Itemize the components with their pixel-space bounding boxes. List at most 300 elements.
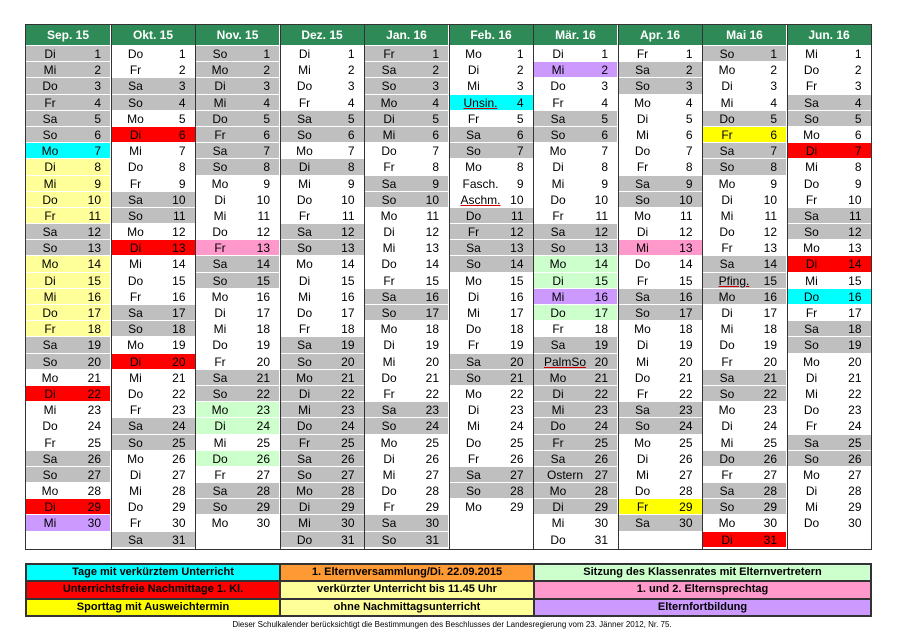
- weekday-label: Mi: [382, 354, 396, 369]
- weekday-label: Sa: [635, 289, 650, 304]
- day-cell: [196, 353, 279, 369]
- weekday-label: Di: [298, 160, 311, 175]
- weekday-label: Di: [44, 386, 56, 401]
- weekday-label: Do: [634, 370, 651, 385]
- day-cell: [26, 207, 110, 223]
- day-number: 6: [770, 127, 777, 142]
- day-number: 13: [172, 241, 186, 256]
- day-cell: [365, 61, 448, 77]
- day-cell: [534, 61, 617, 77]
- weekday-label: Mi: [213, 435, 227, 450]
- day-number: 28: [256, 484, 270, 499]
- day-number: 10: [848, 192, 862, 207]
- day-cell: [703, 353, 786, 369]
- day-cell: [619, 239, 702, 255]
- weekday-label: Do: [550, 192, 566, 207]
- weekday-label: Mi: [43, 176, 57, 191]
- day-cell: [450, 369, 533, 385]
- day-cell: [788, 466, 871, 482]
- weekday-label: Sa: [719, 370, 735, 385]
- day-cell: [281, 77, 364, 93]
- day-number: 25: [594, 435, 608, 450]
- day-number: 22: [172, 386, 186, 401]
- day-cell: [534, 110, 617, 126]
- weekday-label: Di: [214, 79, 226, 94]
- day-number: 24: [425, 419, 439, 434]
- day-cell: [450, 336, 533, 352]
- day-number: 11: [511, 208, 524, 223]
- day-cell: [619, 482, 702, 498]
- day-number: 14: [594, 257, 608, 272]
- day-number: 24: [594, 419, 608, 434]
- day-cell: [534, 94, 617, 110]
- day-cell: [112, 401, 195, 417]
- day-number: 20: [425, 354, 439, 369]
- day-number: 25: [256, 435, 270, 450]
- day-number: 14: [87, 257, 101, 272]
- day-cell: [703, 175, 786, 191]
- weekday-label: Fr: [44, 435, 56, 450]
- day-cell: [703, 466, 786, 482]
- day-number: 4: [347, 95, 355, 110]
- day-cell: [112, 158, 195, 174]
- day-cell: [281, 417, 364, 433]
- day-number: 9: [516, 176, 524, 191]
- weekday-label: So: [212, 160, 228, 175]
- day-cell: [26, 466, 110, 482]
- day-number: 31: [594, 532, 608, 547]
- weekday-label: So: [804, 111, 819, 126]
- day-cell: [619, 514, 702, 530]
- weekday-label: Do: [465, 435, 482, 450]
- day-cell: [534, 272, 617, 288]
- day-cell: [788, 126, 871, 142]
- day-number: 24: [341, 419, 355, 434]
- day-number: 8: [854, 160, 862, 175]
- day-number: 4: [263, 95, 270, 110]
- day-cell: [26, 191, 110, 207]
- weekday-label: Di: [214, 192, 226, 207]
- day-number: 18: [594, 322, 608, 337]
- day-cell: [196, 466, 279, 482]
- day-cell: [788, 255, 871, 271]
- day-cell: [703, 45, 786, 61]
- day-number: 29: [172, 500, 186, 515]
- weekday-label: Fr: [214, 127, 226, 142]
- weekday-label: Fr: [44, 208, 56, 223]
- day-number: 21: [87, 370, 101, 385]
- weekday-label: So: [212, 47, 228, 61]
- weekday-label: So: [635, 419, 650, 434]
- day-cell: [196, 417, 279, 433]
- day-cell: [450, 304, 533, 320]
- weekday-label: Mi: [467, 79, 480, 94]
- weekday-label: Sa: [550, 225, 566, 240]
- day-cell: [703, 531, 786, 547]
- day-cell: [196, 385, 279, 401]
- weekday-label: So: [804, 451, 819, 466]
- day-number: 16: [425, 289, 439, 304]
- day-number: 26: [510, 451, 524, 466]
- weekday-label: Mo: [803, 241, 820, 256]
- day-number: 24: [679, 419, 693, 434]
- day-cell: [534, 320, 617, 336]
- weekday-label: Fr: [44, 95, 56, 110]
- day-number: 3: [94, 79, 101, 94]
- month-column: [787, 25, 871, 549]
- weekday-label: Mi: [467, 306, 480, 320]
- weekday-label: Sa: [466, 241, 481, 256]
- day-cell: [703, 158, 786, 174]
- day-cell: [534, 450, 617, 466]
- weekday-label: Mo: [549, 257, 567, 272]
- day-cell: [112, 466, 195, 482]
- day-cell: [450, 466, 533, 482]
- day-cell: [26, 498, 110, 514]
- day-cell: [196, 482, 279, 498]
- day-cell: [619, 304, 702, 320]
- day-cell: [196, 110, 279, 126]
- day-number: 19: [763, 338, 777, 353]
- weekday-label: Di: [636, 338, 649, 353]
- day-cell: [534, 126, 617, 142]
- day-cell: [26, 401, 110, 417]
- day-cell: [534, 482, 617, 498]
- day-cell: [450, 223, 533, 239]
- weekday-label: So: [381, 192, 397, 207]
- day-number: 24: [510, 419, 524, 434]
- weekday-label: Fr: [383, 160, 395, 175]
- weekday-label: Unsin.: [463, 95, 498, 110]
- weekday-label: Fr: [805, 79, 818, 94]
- day-cell: [281, 320, 364, 336]
- weekday-label: Mi: [467, 419, 480, 434]
- day-cell: [196, 255, 279, 271]
- weekday-label: Sa: [550, 451, 566, 466]
- day-number: 17: [594, 306, 608, 320]
- day-number: 18: [87, 322, 101, 337]
- day-cell: [281, 126, 364, 142]
- day-number: 7: [178, 144, 186, 159]
- day-number: 2: [685, 63, 693, 78]
- day-number: 4: [94, 95, 101, 110]
- day-number: 5: [685, 111, 693, 126]
- day-cell: [26, 369, 110, 385]
- weekday-label: Fr: [467, 451, 480, 466]
- day-number: 2: [94, 63, 101, 78]
- day-number: 2: [770, 63, 777, 78]
- day-cell: [196, 77, 279, 93]
- weekday-label: Do: [381, 144, 397, 159]
- day-number: 21: [763, 370, 777, 385]
- day-number: 9: [178, 176, 186, 191]
- weekday-label: Mi: [298, 63, 311, 78]
- day-number: 3: [347, 79, 355, 94]
- month-header: Jun. 16: [788, 25, 871, 45]
- weekday-label: Do: [719, 225, 735, 240]
- day-cell: [788, 61, 871, 77]
- day-cell: [619, 385, 702, 401]
- weekday-label: Fr: [721, 127, 733, 142]
- day-number: 8: [601, 160, 608, 175]
- day-cell: [26, 482, 110, 498]
- day-cell: [450, 94, 533, 110]
- day-number: 8: [347, 160, 355, 175]
- day-number: 16: [256, 289, 270, 304]
- day-cell: [281, 369, 364, 385]
- legend-shortened-1145: verkürzter Unterricht bis 11.45 Uhr: [280, 581, 534, 598]
- day-cell: [196, 191, 279, 207]
- weekday-label: Do: [127, 500, 144, 515]
- weekday-label: Mo: [634, 95, 651, 110]
- day-number: 16: [763, 289, 777, 304]
- day-cell: [281, 434, 364, 450]
- day-number: 6: [854, 127, 862, 142]
- day-cell: [281, 353, 364, 369]
- day-cell: [365, 434, 448, 450]
- day-number: 23: [341, 403, 355, 418]
- day-number: 20: [848, 354, 862, 369]
- day-cell: [450, 45, 533, 61]
- weekday-label: Do: [212, 451, 228, 466]
- day-number: 28: [341, 484, 355, 499]
- day-cell: [281, 401, 364, 417]
- day-cell: [703, 304, 786, 320]
- weekday-label: Do: [296, 532, 313, 547]
- weekday-label: So: [212, 386, 228, 401]
- day-cell: [788, 450, 871, 466]
- weekday-label: Do: [212, 111, 228, 126]
- weekday-label: Fr: [552, 95, 564, 110]
- day-number: 22: [679, 386, 693, 401]
- day-number: 15: [425, 273, 439, 288]
- day-cell: [365, 369, 448, 385]
- day-number: 24: [256, 419, 270, 434]
- weekday-label: Do: [296, 79, 313, 94]
- day-number: 3: [685, 79, 693, 94]
- weekday-label: Sa: [466, 127, 481, 142]
- weekday-label: So: [297, 127, 312, 142]
- day-number: 10: [87, 192, 101, 207]
- day-cell: [619, 336, 702, 352]
- weekday-label: Do: [381, 257, 397, 272]
- day-number: 3: [263, 79, 270, 94]
- day-number: 21: [341, 370, 355, 385]
- day-number: 13: [848, 241, 862, 256]
- weekday-label: So: [719, 47, 735, 61]
- day-number: 15: [763, 273, 777, 288]
- day-number: 22: [425, 386, 439, 401]
- day-cell: [450, 272, 533, 288]
- weekday-label: Di: [383, 225, 395, 240]
- weekday-label: Fr: [636, 273, 649, 288]
- day-number: 2: [178, 63, 186, 78]
- day-number: 27: [87, 467, 101, 482]
- day-number: 29: [87, 500, 101, 515]
- day-cell: [26, 142, 110, 158]
- day-number: 23: [425, 403, 439, 418]
- day-number: 19: [87, 338, 101, 353]
- day-number: 31: [172, 532, 186, 547]
- weekday-label: Fr: [636, 47, 649, 61]
- day-cell: [788, 498, 871, 514]
- day-cell: [450, 353, 533, 369]
- day-number: 9: [770, 176, 777, 191]
- month-header: Nov. 15: [196, 25, 279, 45]
- day-cell: [619, 175, 702, 191]
- weekday-label: Do: [719, 451, 735, 466]
- day-cell: [534, 531, 617, 547]
- day-number: 28: [510, 484, 524, 499]
- day-cell: [365, 482, 448, 498]
- weekday-label: Do: [550, 79, 566, 94]
- weekday-label: Mo: [549, 370, 567, 385]
- weekday-label: Sa: [635, 516, 650, 531]
- weekday-label: Mi: [551, 63, 565, 78]
- weekday-label: Do: [42, 79, 58, 94]
- day-cell: [534, 466, 617, 482]
- day-cell: [365, 514, 448, 530]
- day-cell: [450, 239, 533, 255]
- weekday-label: So: [550, 127, 566, 142]
- weekday-label: Sa: [381, 176, 397, 191]
- weekday-label: So: [719, 386, 735, 401]
- weekday-label: So: [42, 467, 58, 482]
- weekday-label: Sa: [719, 484, 735, 499]
- day-number: 28: [425, 484, 439, 499]
- day-number: 8: [94, 160, 101, 175]
- day-cell: [534, 498, 617, 514]
- day-number: 9: [263, 176, 270, 191]
- day-cell: [450, 61, 533, 77]
- day-cell: [703, 514, 786, 530]
- day-cell: [450, 288, 533, 304]
- day-number: 18: [172, 322, 186, 337]
- day-cell: [619, 207, 702, 223]
- day-cell: [196, 94, 279, 110]
- day-number: 10: [425, 192, 439, 207]
- day-number: 4: [516, 95, 524, 110]
- day-number: 23: [87, 403, 101, 418]
- legend-parent-consultation: 1. und 2. Elternsprechtag: [534, 581, 871, 598]
- day-number: 18: [679, 322, 693, 337]
- day-cell: [450, 385, 533, 401]
- weekday-label: Mi: [43, 516, 57, 531]
- weekday-label: Di: [552, 386, 564, 401]
- weekday-label: Di: [805, 484, 818, 499]
- legend-class-council: Sitzung des Klassenrates mit Elternvertretern: [534, 564, 871, 581]
- day-number: 2: [601, 63, 608, 78]
- weekday-label: Mo: [803, 354, 820, 369]
- weekday-label: Mo: [718, 289, 736, 304]
- day-number: 4: [432, 95, 439, 110]
- day-number: 19: [594, 338, 608, 353]
- day-cell: [450, 434, 533, 450]
- day-number: 15: [87, 273, 101, 288]
- weekday-label: So: [42, 354, 58, 369]
- day-cell: [450, 158, 533, 174]
- day-number: 26: [172, 451, 186, 466]
- weekday-label: Mi: [129, 370, 142, 385]
- day-cell: [281, 385, 364, 401]
- day-cell: [26, 239, 110, 255]
- day-number: 31: [763, 532, 777, 547]
- day-number: 21: [594, 370, 608, 385]
- weekday-label: Fr: [383, 500, 395, 515]
- weekday-label: Sa: [381, 516, 397, 531]
- day-number: 1: [601, 47, 608, 61]
- day-number: 11: [849, 208, 862, 223]
- day-cell: [619, 450, 702, 466]
- day-cell: [196, 434, 279, 450]
- weekday-label: So: [719, 500, 735, 515]
- weekday-label: So: [466, 484, 481, 499]
- weekday-label: Mo: [803, 127, 820, 142]
- day-cell: [112, 336, 195, 352]
- day-number: 5: [347, 111, 355, 126]
- weekday-label: Sa: [381, 63, 397, 78]
- day-number: 20: [679, 354, 693, 369]
- day-number: 30: [341, 516, 355, 531]
- day-cell: [450, 191, 533, 207]
- day-cell: [703, 255, 786, 271]
- day-number: 13: [510, 241, 524, 256]
- day-cell: [281, 514, 364, 530]
- weekday-label: Mi: [213, 322, 227, 337]
- day-cell: [281, 207, 364, 223]
- day-cell: [281, 255, 364, 271]
- day-cell: [703, 191, 786, 207]
- day-cell: [112, 255, 195, 271]
- weekday-label: Di: [44, 500, 56, 515]
- day-cell: [703, 94, 786, 110]
- weekday-label: Do: [381, 484, 397, 499]
- day-cell: [703, 239, 786, 255]
- weekday-label: Fr: [298, 322, 311, 337]
- weekday-label: Do: [634, 484, 651, 499]
- day-cell: [788, 434, 871, 450]
- day-number: 25: [87, 435, 101, 450]
- day-cell: [619, 466, 702, 482]
- month-column: [702, 25, 786, 549]
- weekday-label: Di: [805, 370, 818, 385]
- weekday-label: Di: [214, 306, 226, 320]
- day-cell: [788, 288, 871, 304]
- day-number: 18: [763, 322, 777, 337]
- weekday-label: Fr: [214, 467, 226, 482]
- day-cell: [365, 175, 448, 191]
- day-cell: [788, 94, 871, 110]
- weekday-label: Do: [465, 208, 482, 223]
- month-column: [449, 25, 533, 549]
- day-cell: [112, 450, 195, 466]
- day-number: 27: [763, 467, 777, 482]
- day-cell: [112, 239, 195, 255]
- day-cell: [365, 320, 448, 336]
- day-cell: [788, 336, 871, 352]
- weekday-label: Mi: [805, 386, 818, 401]
- day-cell: [619, 142, 702, 158]
- weekday-label: Mo: [296, 144, 313, 159]
- day-cell: [281, 61, 364, 77]
- day-cell: [281, 336, 364, 352]
- day-cell: [281, 450, 364, 466]
- day-number: 27: [256, 467, 270, 482]
- day-number: 10: [679, 192, 693, 207]
- day-number: 6: [347, 127, 355, 142]
- day-cell: [112, 514, 195, 530]
- day-number: 6: [685, 127, 693, 142]
